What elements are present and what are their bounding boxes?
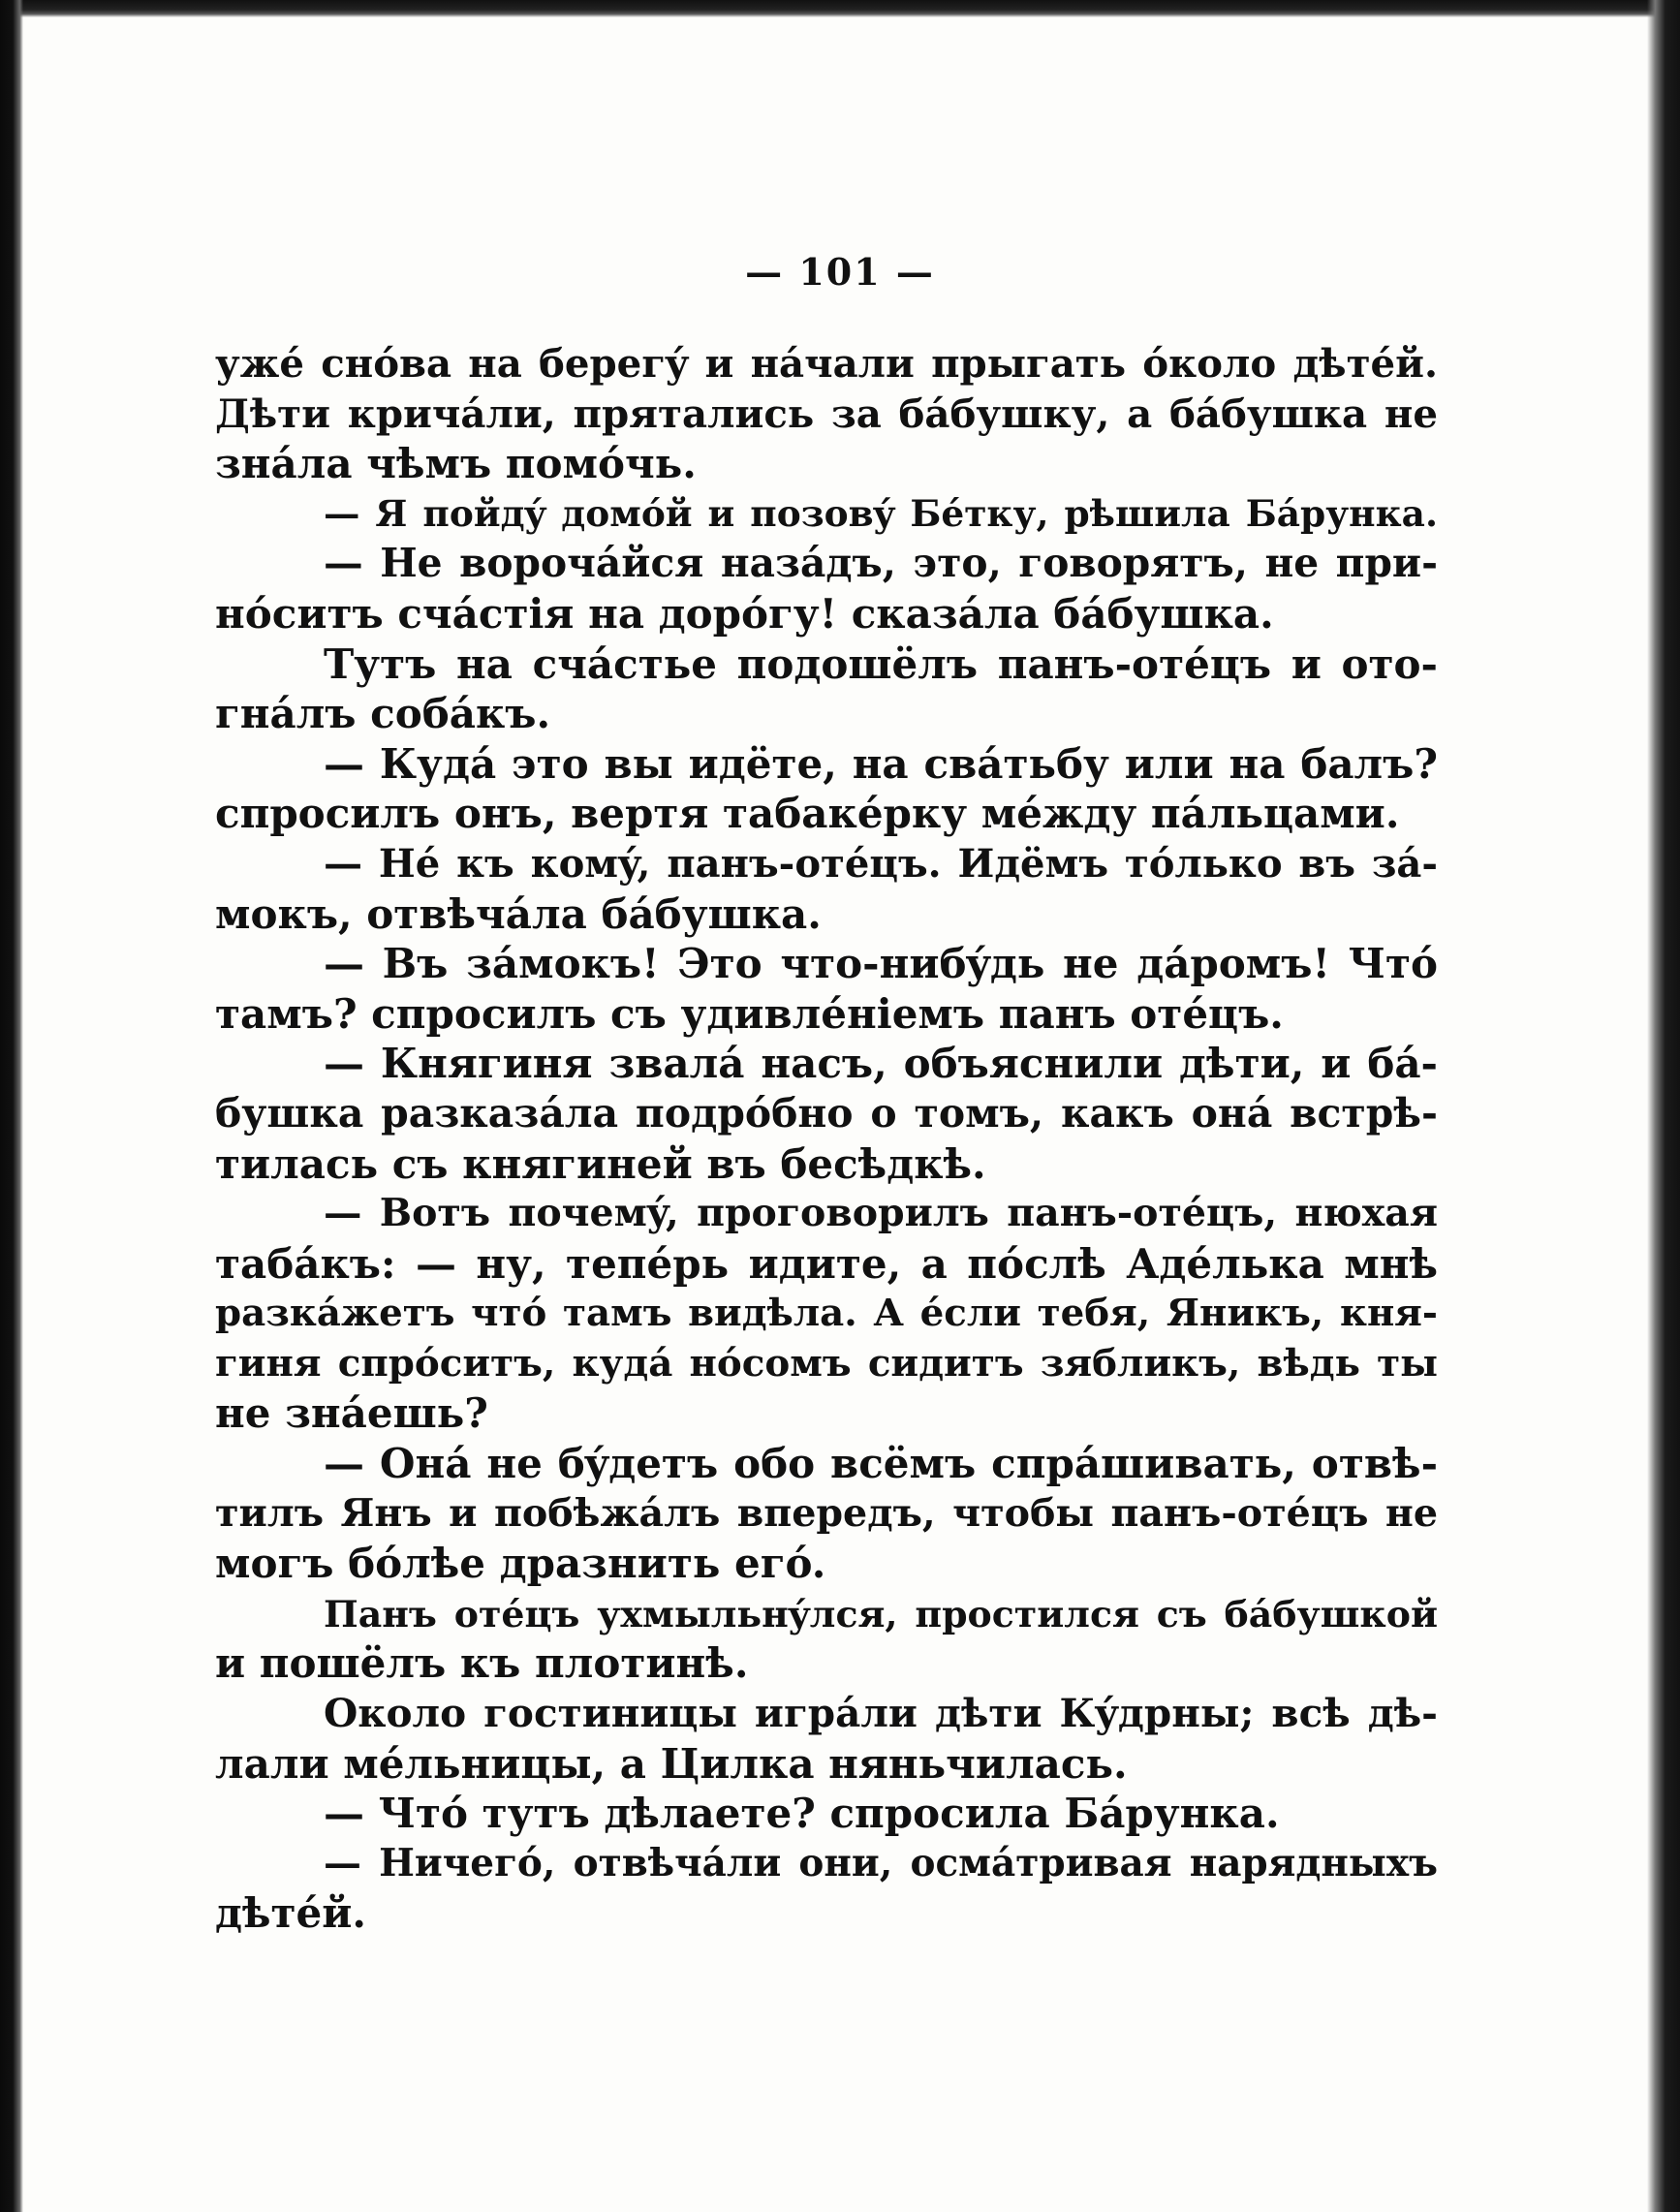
- text-line: разкáжетъ чтó тамъ видѣла. А éсли тебя, Яникъ, кня-: [215, 1292, 1438, 1336]
- text-line: лали мéльницы, а Цилка няньчилась.: [215, 1739, 1128, 1788]
- text-line: табáкъ: — ну, тепéрь идите, а пóслѣ Адéлька мнѣ: [215, 1239, 1438, 1288]
- text-line: Дѣти кричáли, прятались за бáбушку, а бáбушка не: [215, 389, 1438, 437]
- text-line: — Онá не бýдетъ обо всёмъ спрáшивать, отвѣ-: [324, 1440, 1438, 1488]
- scan-edge-right: [1647, 0, 1680, 2212]
- text-line: тамъ? спросилъ съ удивлéніемъ панъ отéцъ.: [215, 989, 1284, 1038]
- text-line: — Кудá это вы идёте, на свáтьбу или на балъ?: [324, 739, 1438, 788]
- text-line: спросилъ онъ, вертя табакéрку мéжду пáльцами.: [215, 790, 1400, 838]
- text-line: Тутъ на счáстье подошёлъ панъ-отéцъ и ото-: [324, 639, 1438, 688]
- text-line: гиня спрóситъ, кудá нóсомъ сидитъ зябликъ, вѣдь ты: [215, 1341, 1438, 1386]
- text-line: знáла чѣмъ помóчь.: [215, 440, 697, 488]
- text-line: тилъ Янъ и побѣжáлъ впередъ, чтобы панъ-отéцъ не: [215, 1490, 1438, 1536]
- text-line: не знáешь?: [215, 1389, 488, 1438]
- text-line: Панъ отéцъ ухмыльнýлся, простился съ бáбушкой: [324, 1591, 1438, 1636]
- text-line: — Я пойдý домóй и позовý Бéтку, рѣшила Бáрунка.: [324, 491, 1438, 535]
- text-line: — Княгиня звалá насъ, объяснили дѣти, и бá-: [324, 1040, 1438, 1088]
- scan-edge-left: [0, 0, 23, 2212]
- text-line: ужé снóва на берегý и нáчали прыгать óколо дѣтéй.: [215, 341, 1438, 387]
- text-line: нóситъ счáстія на дорóгу! сказáла бáбушка.: [215, 589, 1274, 638]
- scan-edge-top: [0, 0, 1680, 17]
- text-line: дѣтéй.: [215, 1889, 367, 1938]
- text-line: Около гостиницы игрáли дѣти Кýдрны; всѣ дѣ-: [324, 1690, 1438, 1737]
- text-line: — Въ зáмокъ! Это что-нибýдь не дáромъ! Чтó: [324, 940, 1438, 988]
- text-line: бушка разказáла подрóбно о томъ, какъ онá встрѣ-: [215, 1089, 1438, 1137]
- page-number: — 101 —: [745, 250, 935, 294]
- text-line: тилась съ княгиней въ бесѣдкѣ.: [215, 1139, 986, 1188]
- text-line: мокъ, отвѣчáла бáбушка.: [215, 889, 822, 938]
- text-line: — Не ворочáйся назáдъ, это, говорятъ, не при-: [324, 540, 1438, 587]
- text-line: — Ничегó, отвѣчáли они, осмáтривая нарядныхъ: [324, 1840, 1438, 1885]
- text-line: гнáлъ собáкъ.: [215, 690, 551, 738]
- text-line: и пошёлъ къ плотинѣ.: [215, 1639, 749, 1688]
- body-text: [215, 339, 1438, 1939]
- text-line: — Нé къ комý, панъ-отéцъ. Идёмъ тóлько въ зá-: [324, 840, 1438, 887]
- text-line: могъ бóлѣе дразнить егó.: [215, 1540, 826, 1588]
- text-line: — Чтó тутъ дѣлаете? спросила Бáрунка.: [324, 1790, 1280, 1838]
- text-line: — Вотъ почемý, проговорилъ панъ-отéцъ, нюхая: [324, 1191, 1438, 1236]
